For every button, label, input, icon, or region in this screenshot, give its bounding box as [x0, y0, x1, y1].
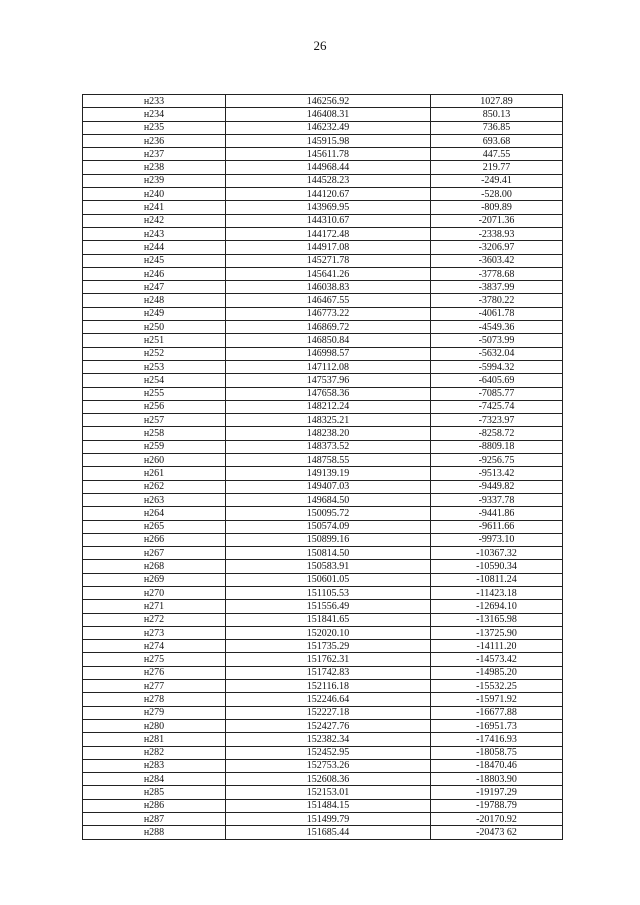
y-coordinate-cell: -7323.97 — [431, 414, 563, 427]
x-coordinate-cell: 146256.92 — [226, 95, 431, 108]
table-row — [83, 640, 563, 653]
x-coordinate-cell: 151484.15 — [226, 799, 431, 812]
x-coordinate-cell: 146038.83 — [226, 281, 431, 294]
x-coordinate-cell: 152020.10 — [226, 626, 431, 639]
x-coordinate-cell: 150899.16 — [226, 533, 431, 546]
x-coordinate-cell: 147537.96 — [226, 374, 431, 387]
table-row — [83, 586, 563, 599]
table-row — [83, 467, 563, 480]
y-coordinate-cell: -6405.69 — [431, 374, 563, 387]
point-id-cell: н256 — [83, 400, 226, 413]
table-row — [83, 493, 563, 506]
table-row — [83, 321, 563, 334]
x-coordinate-cell: 151499.79 — [226, 813, 431, 826]
point-id-cell: н272 — [83, 613, 226, 626]
table-row — [83, 733, 563, 746]
table-row — [83, 108, 563, 121]
point-id-cell: н245 — [83, 254, 226, 267]
y-coordinate-cell: -16951.73 — [431, 719, 563, 732]
y-coordinate-cell: -10811.24 — [431, 573, 563, 586]
y-coordinate-cell: -18470.46 — [431, 759, 563, 772]
table-row — [83, 666, 563, 679]
y-coordinate-cell: -17416.93 — [431, 733, 563, 746]
x-coordinate-cell: 150574.09 — [226, 520, 431, 533]
point-id-cell: н244 — [83, 241, 226, 254]
x-coordinate-cell: 146998.57 — [226, 347, 431, 360]
x-coordinate-cell: 149139.19 — [226, 467, 431, 480]
y-coordinate-cell: -5994.32 — [431, 360, 563, 373]
y-coordinate-cell: -7425.74 — [431, 400, 563, 413]
y-coordinate-cell: -5632.04 — [431, 347, 563, 360]
point-id-cell: н271 — [83, 600, 226, 613]
point-id-cell: н265 — [83, 520, 226, 533]
table-row — [83, 533, 563, 546]
table-row — [83, 374, 563, 387]
x-coordinate-cell: 144310.67 — [226, 214, 431, 227]
point-id-cell: н269 — [83, 573, 226, 586]
point-id-cell: н283 — [83, 759, 226, 772]
point-id-cell: н288 — [83, 826, 226, 839]
point-id-cell: н233 — [83, 95, 226, 108]
x-coordinate-cell: 152753.26 — [226, 759, 431, 772]
y-coordinate-cell: -4549.36 — [431, 321, 563, 334]
y-coordinate-cell: -9441.86 — [431, 507, 563, 520]
y-coordinate-cell: -13165.98 — [431, 613, 563, 626]
x-coordinate-cell: 144968.44 — [226, 161, 431, 174]
table-row — [83, 148, 563, 161]
x-coordinate-cell: 146408.31 — [226, 108, 431, 121]
y-coordinate-cell: -2338.93 — [431, 227, 563, 240]
x-coordinate-cell: 150095.72 — [226, 507, 431, 520]
point-id-cell: н246 — [83, 267, 226, 280]
table-row — [83, 507, 563, 520]
table-row — [83, 214, 563, 227]
y-coordinate-cell: -3778.68 — [431, 267, 563, 280]
table-row — [83, 161, 563, 174]
y-coordinate-cell: -3780.22 — [431, 294, 563, 307]
point-id-cell: н235 — [83, 121, 226, 134]
point-id-cell: н237 — [83, 148, 226, 161]
point-id-cell: н250 — [83, 321, 226, 334]
x-coordinate-cell: 150814.50 — [226, 547, 431, 560]
point-id-cell: н261 — [83, 467, 226, 480]
point-id-cell: н253 — [83, 360, 226, 373]
y-coordinate-cell: -9337.78 — [431, 493, 563, 506]
table-row — [83, 360, 563, 373]
point-id-cell: н234 — [83, 108, 226, 121]
y-coordinate-cell: -16677.88 — [431, 706, 563, 719]
y-coordinate-cell: -9973.10 — [431, 533, 563, 546]
point-id-cell: н254 — [83, 374, 226, 387]
table-row — [83, 95, 563, 108]
x-coordinate-cell: 152116.18 — [226, 680, 431, 693]
table-row — [83, 387, 563, 400]
point-id-cell: н276 — [83, 666, 226, 679]
y-coordinate-cell: -14111.20 — [431, 640, 563, 653]
table-row — [83, 786, 563, 799]
x-coordinate-cell: 148325.21 — [226, 414, 431, 427]
table-row — [83, 560, 563, 573]
point-id-cell: н238 — [83, 161, 226, 174]
point-id-cell: н240 — [83, 188, 226, 201]
table-row — [83, 241, 563, 254]
y-coordinate-cell: -9611.66 — [431, 520, 563, 533]
table-row — [83, 281, 563, 294]
x-coordinate-cell: 144172.48 — [226, 227, 431, 240]
x-coordinate-cell: 148212.24 — [226, 400, 431, 413]
x-coordinate-cell: 151841.65 — [226, 613, 431, 626]
table-row — [83, 227, 563, 240]
table-row — [83, 706, 563, 719]
x-coordinate-cell: 152427.76 — [226, 719, 431, 732]
x-coordinate-cell: 144120.67 — [226, 188, 431, 201]
x-coordinate-cell: 147658.36 — [226, 387, 431, 400]
x-coordinate-cell: 150601.05 — [226, 573, 431, 586]
point-id-cell: н275 — [83, 653, 226, 666]
y-coordinate-cell: -3837.99 — [431, 281, 563, 294]
table-row — [83, 547, 563, 560]
table-row — [83, 201, 563, 214]
table-row — [83, 188, 563, 201]
y-coordinate-cell: -9513.42 — [431, 467, 563, 480]
table-row — [83, 334, 563, 347]
x-coordinate-cell: 152227.18 — [226, 706, 431, 719]
x-coordinate-cell: 146869.72 — [226, 321, 431, 334]
x-coordinate-cell: 151685.44 — [226, 826, 431, 839]
point-id-cell: н249 — [83, 307, 226, 320]
y-coordinate-cell: -11423.18 — [431, 586, 563, 599]
x-coordinate-cell: 146773.22 — [226, 307, 431, 320]
y-coordinate-cell: -5073.99 — [431, 334, 563, 347]
x-coordinate-cell: 145641.26 — [226, 267, 431, 280]
y-coordinate-cell: -18803.90 — [431, 773, 563, 786]
point-id-cell: н248 — [83, 294, 226, 307]
point-id-cell: н282 — [83, 746, 226, 759]
point-id-cell: н266 — [83, 533, 226, 546]
point-id-cell: н286 — [83, 799, 226, 812]
y-coordinate-cell: -4061.78 — [431, 307, 563, 320]
table-row — [83, 693, 563, 706]
point-id-cell: н285 — [83, 786, 226, 799]
table-row — [83, 653, 563, 666]
point-id-cell: н270 — [83, 586, 226, 599]
point-id-cell: н252 — [83, 347, 226, 360]
table-row — [83, 254, 563, 267]
table-row — [83, 799, 563, 812]
y-coordinate-cell: -809.89 — [431, 201, 563, 214]
point-id-cell: н236 — [83, 134, 226, 147]
table-row — [83, 826, 563, 839]
point-id-cell: н243 — [83, 227, 226, 240]
point-id-cell: н280 — [83, 719, 226, 732]
point-id-cell: н251 — [83, 334, 226, 347]
table-row — [83, 573, 563, 586]
x-coordinate-cell: 151105.53 — [226, 586, 431, 599]
y-coordinate-cell: -10590.34 — [431, 560, 563, 573]
x-coordinate-cell: 149684.50 — [226, 493, 431, 506]
point-id-cell: н284 — [83, 773, 226, 786]
y-coordinate-cell: -10367.32 — [431, 547, 563, 560]
y-coordinate-cell: -20473 62 — [431, 826, 563, 839]
x-coordinate-cell: 147112.08 — [226, 360, 431, 373]
y-coordinate-cell: 850.13 — [431, 108, 563, 121]
x-coordinate-cell: 152382.34 — [226, 733, 431, 746]
table-row — [83, 174, 563, 187]
x-coordinate-cell: 150583.91 — [226, 560, 431, 573]
y-coordinate-cell: -19197.29 — [431, 786, 563, 799]
y-coordinate-cell: -9449.82 — [431, 480, 563, 493]
point-id-cell: н241 — [83, 201, 226, 214]
table-row — [83, 414, 563, 427]
y-coordinate-cell: -12694.10 — [431, 600, 563, 613]
point-id-cell: н258 — [83, 427, 226, 440]
table-row — [83, 480, 563, 493]
point-id-cell: н277 — [83, 680, 226, 693]
point-id-cell: н264 — [83, 507, 226, 520]
y-coordinate-cell: 736.85 — [431, 121, 563, 134]
x-coordinate-cell: 144917.08 — [226, 241, 431, 254]
x-coordinate-cell: 152153.01 — [226, 786, 431, 799]
y-coordinate-cell: -13725.90 — [431, 626, 563, 639]
table-row — [83, 294, 563, 307]
point-id-cell: н257 — [83, 414, 226, 427]
table-row — [83, 454, 563, 467]
x-coordinate-cell: 148373.52 — [226, 440, 431, 453]
x-coordinate-cell: 146850.84 — [226, 334, 431, 347]
x-coordinate-cell: 152246.64 — [226, 693, 431, 706]
x-coordinate-cell: 144528.23 — [226, 174, 431, 187]
y-coordinate-cell: -249.41 — [431, 174, 563, 187]
table-row — [83, 680, 563, 693]
y-coordinate-cell: 219.77 — [431, 161, 563, 174]
y-coordinate-cell: -9256.75 — [431, 454, 563, 467]
y-coordinate-cell: -2071.36 — [431, 214, 563, 227]
point-id-cell: н263 — [83, 493, 226, 506]
table-row — [83, 440, 563, 453]
table-row — [83, 613, 563, 626]
x-coordinate-cell: 151762.31 — [226, 653, 431, 666]
table-row — [83, 267, 563, 280]
point-id-cell: н268 — [83, 560, 226, 573]
y-coordinate-cell: -14985.20 — [431, 666, 563, 679]
table-row — [83, 134, 563, 147]
table-row — [83, 719, 563, 732]
y-coordinate-cell: -7085.77 — [431, 387, 563, 400]
x-coordinate-cell: 145915.98 — [226, 134, 431, 147]
y-coordinate-cell: -19788.79 — [431, 799, 563, 812]
x-coordinate-cell: 152608.36 — [226, 773, 431, 786]
y-coordinate-cell: -14573.42 — [431, 653, 563, 666]
table-row — [83, 121, 563, 134]
point-id-cell: н267 — [83, 547, 226, 560]
y-coordinate-cell: -3206.97 — [431, 241, 563, 254]
table-row — [83, 626, 563, 639]
point-id-cell: н287 — [83, 813, 226, 826]
table-row — [83, 307, 563, 320]
y-coordinate-cell: 1027.89 — [431, 95, 563, 108]
point-id-cell: н260 — [83, 454, 226, 467]
point-id-cell: н279 — [83, 706, 226, 719]
x-coordinate-cell: 148758.55 — [226, 454, 431, 467]
point-id-cell: н278 — [83, 693, 226, 706]
x-coordinate-cell: 151735.29 — [226, 640, 431, 653]
x-coordinate-cell: 152452.95 — [226, 746, 431, 759]
table-row — [83, 746, 563, 759]
point-id-cell: н262 — [83, 480, 226, 493]
x-coordinate-cell: 145271.78 — [226, 254, 431, 267]
point-id-cell: н273 — [83, 626, 226, 639]
x-coordinate-cell: 145611.78 — [226, 148, 431, 161]
table-row — [83, 347, 563, 360]
x-coordinate-cell: 146467.55 — [226, 294, 431, 307]
y-coordinate-cell: -15532.25 — [431, 680, 563, 693]
y-coordinate-cell: -8809.18 — [431, 440, 563, 453]
x-coordinate-cell: 151742.83 — [226, 666, 431, 679]
point-id-cell: н274 — [83, 640, 226, 653]
point-id-cell: н239 — [83, 174, 226, 187]
table-row — [83, 813, 563, 826]
y-coordinate-cell: -15971.92 — [431, 693, 563, 706]
coordinates-table — [82, 94, 563, 840]
y-coordinate-cell: 447.55 — [431, 148, 563, 161]
table-row — [83, 400, 563, 413]
x-coordinate-cell: 143969.95 — [226, 201, 431, 214]
y-coordinate-cell: -528.00 — [431, 188, 563, 201]
y-coordinate-cell: -18058.75 — [431, 746, 563, 759]
y-coordinate-cell: -8258.72 — [431, 427, 563, 440]
y-coordinate-cell: -20170.92 — [431, 813, 563, 826]
point-id-cell: н281 — [83, 733, 226, 746]
point-id-cell: н247 — [83, 281, 226, 294]
x-coordinate-cell: 148238.20 — [226, 427, 431, 440]
x-coordinate-cell: 151556.49 — [226, 600, 431, 613]
page-number: 26 — [313, 38, 327, 53]
table-row — [83, 759, 563, 772]
x-coordinate-cell: 146232.49 — [226, 121, 431, 134]
point-id-cell: н242 — [83, 214, 226, 227]
x-coordinate-cell: 149407.03 — [226, 480, 431, 493]
y-coordinate-cell: -3603.42 — [431, 254, 563, 267]
table-row — [83, 773, 563, 786]
coordinates-table-body — [83, 95, 563, 840]
point-id-cell: н259 — [83, 440, 226, 453]
table-row — [83, 520, 563, 533]
table-row — [83, 600, 563, 613]
y-coordinate-cell: 693.68 — [431, 134, 563, 147]
point-id-cell: н255 — [83, 387, 226, 400]
table-row — [83, 427, 563, 440]
